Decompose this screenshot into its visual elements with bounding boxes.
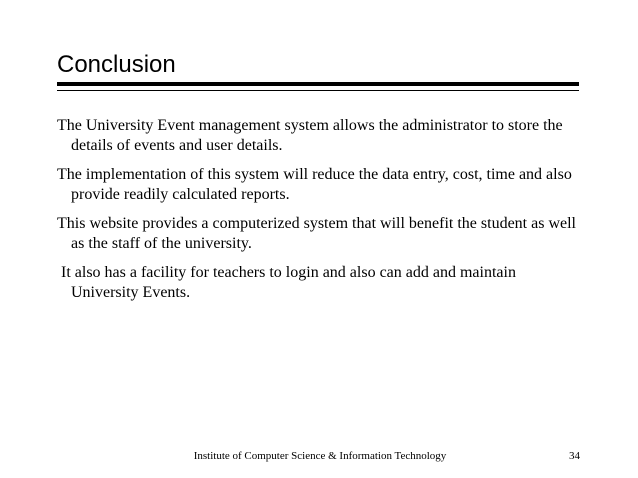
bullet-item: The implementation of this system will reduce the data entry, cost, time and also provide readily calculated reports. — [57, 166, 572, 203]
bullet-list — [57, 116, 587, 312]
bullet-item: The University Event management system allows the administrator to store the details of events and user details. — [57, 117, 563, 154]
bullet-item: It also has a facility for teachers to login and also can add and maintain University Events. — [57, 264, 520, 301]
footer-institute: Institute of Computer Science & Information Technology — [193, 450, 447, 462]
page-number: 34 — [569, 450, 580, 462]
bullet-item: This website provides a computerized system that will benefit the student as well as the staff of the university. — [57, 215, 576, 252]
slide-title: Conclusion — [57, 51, 176, 78]
title-underline-thick — [57, 82, 579, 86]
title-underline-thin — [57, 90, 579, 91]
